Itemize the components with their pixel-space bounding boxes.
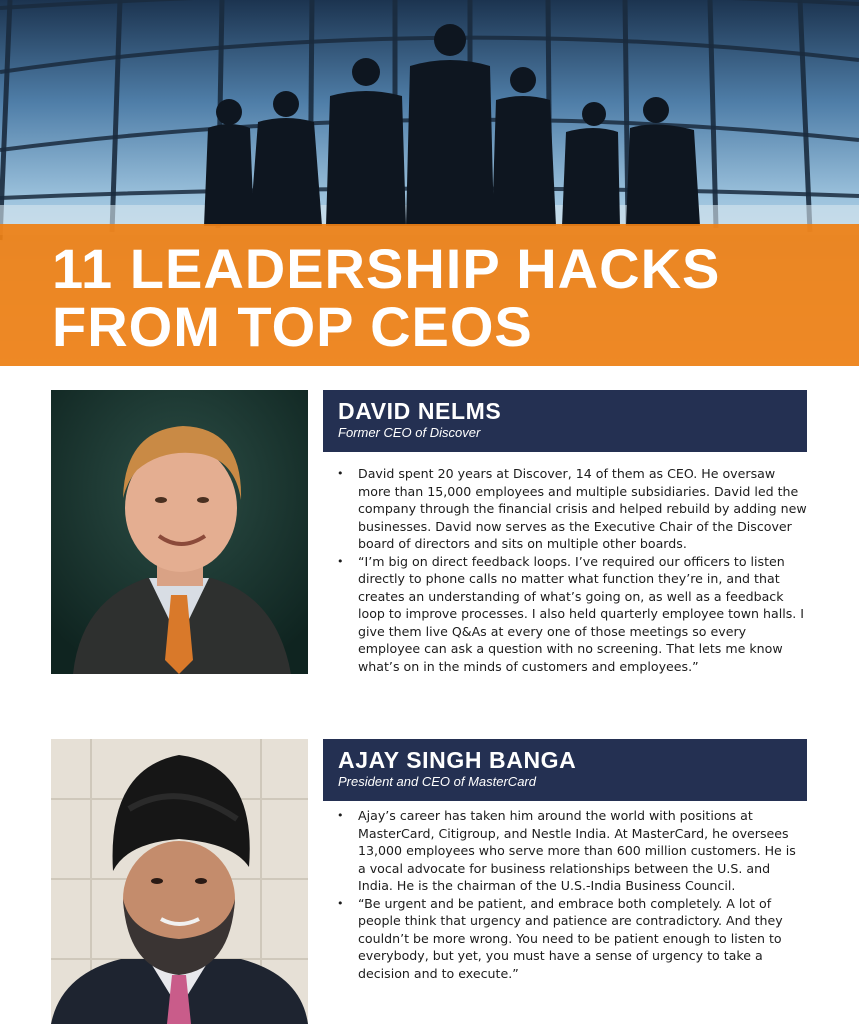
list-item: • Ajay’s career has taken him around the world with positions at MasterCard, Citigroup, and Nestle India. At MasterCard, he oversees 13,000 employees who serve more than 600 million customers. He is a vocal advocate for business relationships between the U.S. and India. He is the chairman of the U.S.-India Business Council. bbox=[337, 807, 807, 895]
name-bar-ajay-singh-banga bbox=[323, 739, 807, 801]
person-name: DAVID NELMS bbox=[338, 398, 502, 424]
list-item: • David spent 20 years at Discover, 14 of them as CEO. He oversaw more than 15,000 employees and multiple subsidiaries. David led the company through the financial crisis and helped rebuild by adding new businesses. David now serves as the Executive Chair of the Discover board of directors and sits on multiple other boards. bbox=[337, 465, 807, 553]
person-name: AJAY SINGH BANGA bbox=[338, 747, 577, 773]
page-title-line-2: FROM TOP CEOS bbox=[52, 295, 533, 358]
page-title bbox=[52, 237, 812, 358]
person-title: President and CEO of MasterCard bbox=[338, 774, 536, 789]
person-title: Former CEO of Discover bbox=[338, 425, 481, 440]
name-bar-david-nelms bbox=[323, 390, 807, 452]
page-title-line-1: 11 LEADERSHIP HACKS bbox=[52, 237, 721, 300]
portrait-illustration-2 bbox=[51, 739, 308, 1024]
bullet-list-david-nelms bbox=[337, 465, 807, 675]
list-item: • “Be urgent and be patient, and embrace both completely. A lot of people think that urgency and patience are contradictory. And they couldn’t be more wrong. You need to be patient enough to listen to everybody, but yet, you must have a sense of urgency to take a decision and to execute.” bbox=[337, 895, 807, 983]
bullet-list-ajay-singh-banga bbox=[337, 807, 807, 982]
portrait-illustration-1 bbox=[51, 390, 308, 674]
list-item: • “I’m big on direct feedback loops. I’ve required our officers to listen directly to phone calls no matter what function they’re in, and that creates an understanding of what’s going on, as well as a feedback loop to improve processes. I also held quarterly employee town halls. I give them live Q&As at every one of those meetings so every employee can ask a question with no screening. That lets me know what’s on in the minds of customers and employees.” bbox=[337, 553, 807, 676]
portrait-photo-1 bbox=[51, 390, 308, 674]
portrait-photo-2 bbox=[51, 739, 308, 1024]
